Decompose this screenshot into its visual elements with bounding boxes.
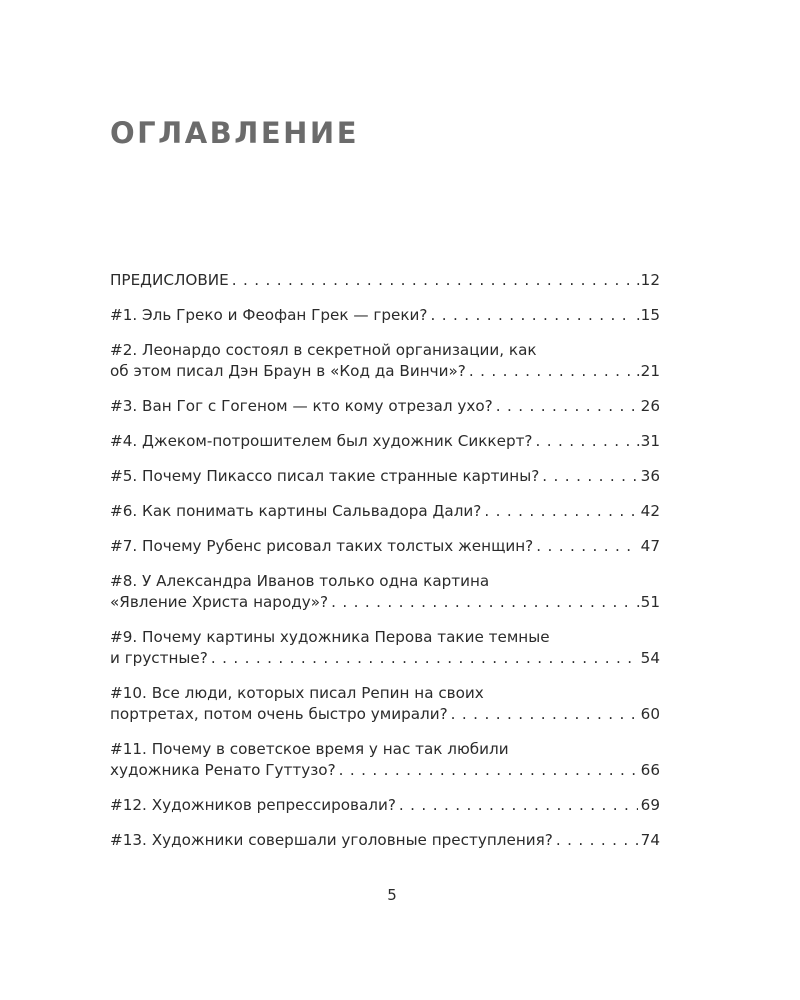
toc-entry bbox=[110, 340, 660, 382]
toc-entry-title: ПРЕДИСЛОВИЕ bbox=[110, 271, 229, 289]
toc-entry-row bbox=[110, 305, 660, 326]
toc-entry-row bbox=[110, 830, 660, 851]
toc-entry-page: 60 bbox=[640, 705, 660, 723]
toc-entry bbox=[110, 571, 660, 613]
toc-entry-row bbox=[110, 795, 660, 816]
toc-entry-page: .12 bbox=[635, 271, 660, 289]
toc-entry-row bbox=[110, 431, 660, 452]
toc-entry-row bbox=[110, 760, 660, 781]
dot-leader bbox=[484, 501, 637, 522]
toc-entry-row bbox=[110, 648, 660, 669]
toc-entry-title: #5. Почему Пикассо писал такие странные картины? bbox=[110, 467, 540, 485]
toc-entry-row bbox=[110, 396, 660, 417]
toc-entry-title: и грустные? bbox=[110, 649, 208, 667]
toc-entry-title-line: #8. У Александра Иванов только одна картина bbox=[110, 572, 490, 590]
toc-entry-page: .15 bbox=[635, 306, 660, 324]
toc-entry-row bbox=[110, 536, 660, 557]
toc-entry-row bbox=[110, 361, 660, 382]
toc-entry-title: художника Ренато Гуттузо? bbox=[110, 761, 336, 779]
toc-entry-page: 66 bbox=[640, 761, 660, 779]
toc-entry-title: #7. Почему Рубенс рисовал таких толстых женщин? bbox=[110, 537, 534, 555]
dot-leader bbox=[536, 431, 633, 452]
toc-entry-page: 54 bbox=[640, 649, 660, 667]
toc-entry bbox=[110, 501, 660, 522]
toc-entry-title: портретах, потом очень быстро умирали? bbox=[110, 705, 448, 723]
toc-entry-page: 47 bbox=[640, 537, 660, 555]
toc-entry-row bbox=[110, 592, 660, 613]
toc-entry bbox=[110, 466, 660, 487]
dot-leader bbox=[469, 361, 633, 382]
toc-entry-page: 26 bbox=[640, 397, 660, 415]
toc-entry-row bbox=[110, 270, 660, 291]
toc-entry-title: «Явление Христа народу»? bbox=[110, 593, 329, 611]
toc-entry bbox=[110, 830, 660, 851]
dot-leader bbox=[232, 270, 633, 291]
toc-entry-title: #4. Джеком-потрошителем был художник Сиккерт? bbox=[110, 432, 533, 450]
dot-leader bbox=[451, 704, 638, 725]
toc-entry-title: об этом писал Дэн Браун в «Код да Винчи»? bbox=[110, 362, 466, 380]
page-number: 5 bbox=[387, 886, 397, 904]
toc-entry-row bbox=[110, 704, 660, 725]
toc-entry-title-line: #9. Почему картины художника Перова такие темные bbox=[110, 628, 550, 646]
dot-leader bbox=[542, 466, 637, 487]
toc-entry-title-line: #10. Все люди, которых писал Репин на своих bbox=[110, 684, 484, 702]
toc-entry-title: #13. Художники совершали уголовные преступления? bbox=[110, 831, 553, 849]
dot-leader bbox=[211, 648, 638, 669]
page-title: ОГЛАВЛЕНИЕ bbox=[110, 116, 360, 150]
toc-entry bbox=[110, 739, 660, 781]
toc-entry-page: 69 bbox=[640, 796, 660, 814]
dot-leader bbox=[556, 830, 638, 851]
dot-leader bbox=[536, 536, 637, 557]
toc-entry bbox=[110, 270, 660, 291]
toc-entry-title: #1. Эль Греко и Феофан Грек — греки? bbox=[110, 306, 428, 324]
toc-entry-row bbox=[110, 501, 660, 522]
toc-entry-page: 42 bbox=[640, 502, 660, 520]
toc-entry bbox=[110, 305, 660, 326]
dot-leader bbox=[399, 795, 638, 816]
toc-entry bbox=[110, 396, 660, 417]
toc-entry bbox=[110, 795, 660, 816]
toc-entry-page: 74 bbox=[640, 831, 660, 849]
toc-entry-title: #3. Ван Гог с Гогеном — кто кому отрезал ухо? bbox=[110, 397, 493, 415]
toc-entry-page: 36 bbox=[640, 467, 660, 485]
dot-leader bbox=[331, 592, 633, 613]
toc-entry-title-line: #2. Леонардо состоял в секретной организации, как bbox=[110, 341, 537, 359]
toc-entry-title: #6. Как понимать картины Сальвадора Дали? bbox=[110, 502, 482, 520]
toc-entry bbox=[110, 683, 660, 725]
dot-leader bbox=[430, 305, 632, 326]
toc-entry-page: .51 bbox=[635, 593, 660, 611]
dot-leader bbox=[339, 760, 638, 781]
toc-entry-title-line: #11. Почему в советское время у нас так любили bbox=[110, 740, 509, 758]
toc-entry bbox=[110, 431, 660, 452]
toc-entry-row bbox=[110, 466, 660, 487]
toc-entry bbox=[110, 627, 660, 669]
toc-entry-page: .21 bbox=[635, 362, 660, 380]
toc-entry-title: #12. Художников репрессировали? bbox=[110, 796, 396, 814]
toc-entry-page: .31 bbox=[635, 432, 660, 450]
dot-leader bbox=[496, 396, 638, 417]
toc-entry bbox=[110, 536, 660, 557]
table-of-contents bbox=[110, 270, 660, 865]
